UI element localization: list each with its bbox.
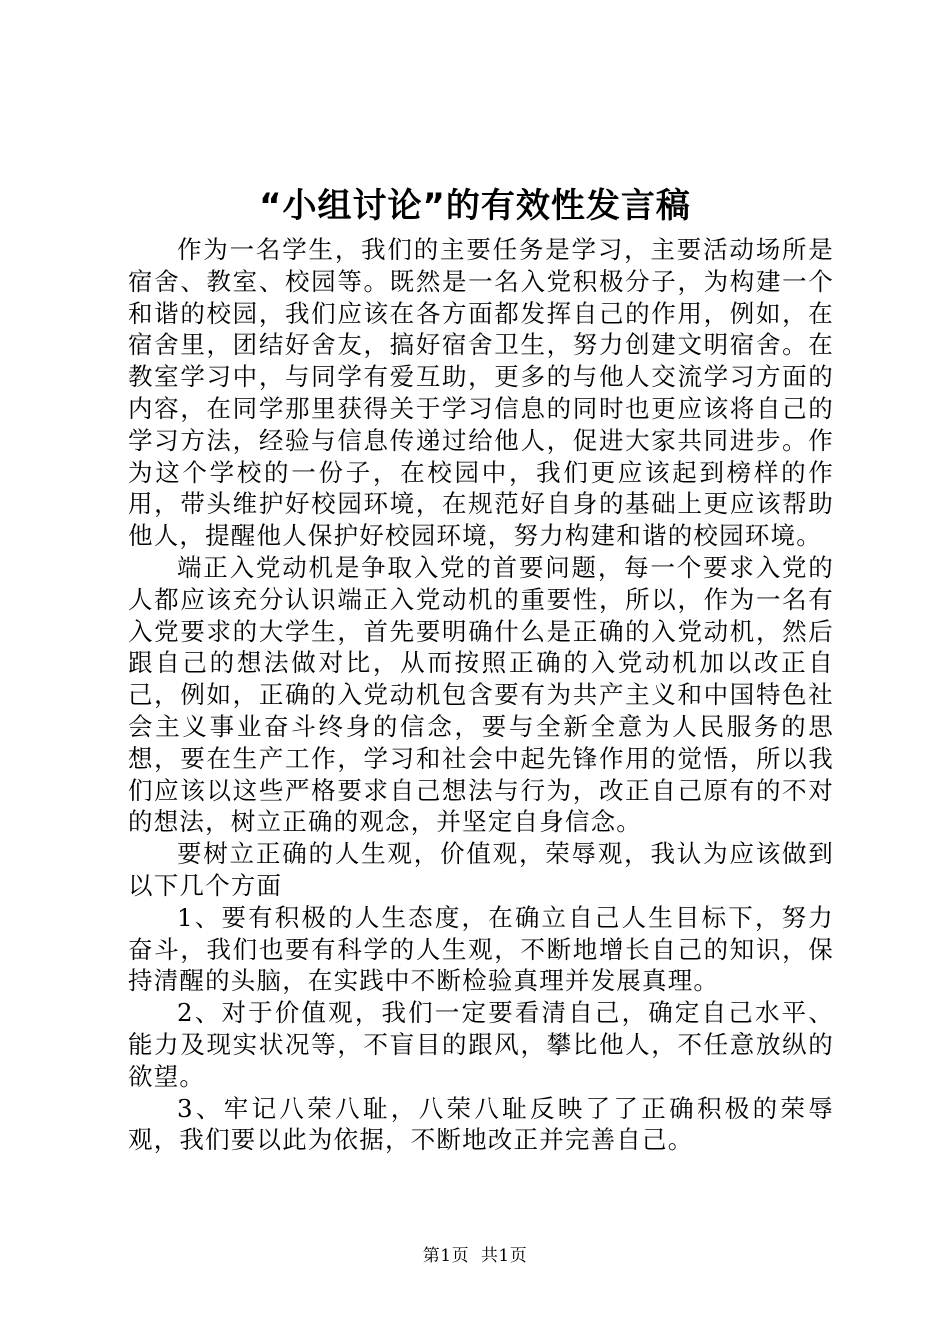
paragraph-5: 2、对于价值观，我们一定要看清自己，确定自己水平、能力及现实状况等，不盲目的跟风，攀比他人，不任意放纵的欲望。: [128, 998, 834, 1091]
document-body: [128, 234, 834, 1156]
paragraph-3: 要树立正确的人生观，价值观，荣辱观，我认为应该做到以下几个方面: [128, 839, 834, 900]
page-total: 共1页: [480, 1246, 528, 1266]
paragraph-4: 1、要有积极的人生态度，在确立自己人生目标下，努力奋斗，我们也要有科学的人生观，不断地增长自己的知识，保持清醒的头脑，在实践中不断检验真理并发展真理。: [128, 902, 834, 996]
footer-separator: [469, 1246, 481, 1266]
document-title: “小组讨论”的有效性发言稿: [259, 186, 691, 226]
page-footer: [0, 1244, 950, 1268]
paragraph-1: 作为一名学生，我们的主要任务是学习，主要活动场所是宿舍、教室、校园等。既然是一名入党积极分子，为构建一个和谐的校园，我们应该在各方面都发挥自己的作用，例如，在宿舍里，团结好舍友，搞好宿舍卫生，努力创建文明宿舍。在教室学习中，与同学有爱互助，更多的与他人交流学习方面的内容，在同学那里获得关于学习信息的同时也更应该将自己的学习方法，经验与信息传递过给他人，促进大家共同进步。作为这个学校的一份子，在校园中，我们更应该起到榜样的作用，带头维护好校园环境，在规范好自身的基础上更应该帮助他人，提醒他人保护好校园环境，努力构建和谐的校园环境。: [128, 235, 834, 551]
paragraph-6: 3、牢记八荣八耻，八荣八耻反映了了正确积极的荣辱观，我们要以此为依据，不断地改正并完善自己。: [128, 1093, 834, 1155]
paragraph-2: 端正入党动机是争取入党的首要问题，每一个要求入党的人都应该充分认识端正入党动机的重要性，所以，作为一名有入党要求的大学生，首先要明确什么是正确的入党动机，然后跟自己的想法做对比，从而按照正确的入党动机加以改正自己，例如，正确的入党动机包含要有为共产主义和中国特色社会主义事业奋斗终身的信念，要与全新全意为人民服务的思想，要在生产工作，学习和社会中起先锋作用的觉悟，所以我们应该以这些严格要求自己想法与行为，改正自己原有的不对的想法，树立正确的观念，并坚定自身信念。: [128, 552, 834, 837]
page-number: 第1页: [422, 1246, 470, 1266]
